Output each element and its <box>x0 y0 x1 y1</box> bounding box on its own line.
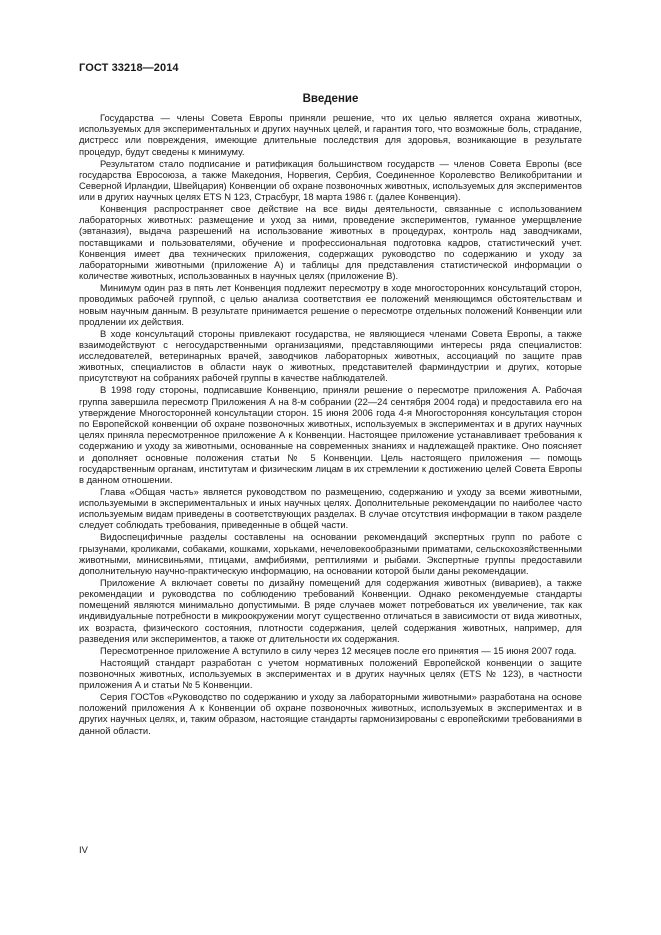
paragraph-2: Результатом стало подписание и ратификация большинством государств — членов Совета Европы (все государства Евросоюза, а также Македония, Норвегия, Сербия, Соединенное Королевство Великобритании и Северной Ирландии, Швейцария) Конвенции об охране позвоночных животных, используемых для экспериментов или в других научных целях ETS N 123, Страсбург, 18 марта 1986 г. (далее Конвенция). <box>79 157 582 203</box>
paragraph-3: Конвенция распространяет свое действие на все виды деятельности, связанные с использованием лабораторных животных: размещение и уход за ними, проведение экспериментов, гуманное умерщвление (эвтаназия), выдача разрешений на использование животных в процедурах, контроль над заводчиками, поставщиками и пользователями, обучение и профессиональная подготовка кадров, статистический учет. Конвенция имеет два технических приложения, содержащих руководство по содержанию и уходу за лабораторными животными (приложение А) и таблицы для представления статистической информации о количестве животных, использованных в научных целях (приложение В). <box>79 203 582 282</box>
paragraph-1: Государства — члены Совета Европы приняли решение, что их целью является охрана животных, используемых для экспериментальных и других научных целей, и гарантия того, что возможные боль, страдание, дистресс или повреждения, имеющие длительные последствия для здоровья, возникающие в результате процедур, будут сведены к минимуму. <box>79 112 582 157</box>
section-title: Введение <box>302 93 359 105</box>
paragraph-4: Минимум один раз в пять лет Конвенция подлежит пересмотру в ходе многосторонних консультаций сторон, проводимых рабочей группой, с целью анализа соответствия ее положений меняющимся обстоятельствам и новым научным данным. В результате принимается решение о пересмотре отдельных положений Конвенции или продлении их действия. <box>79 282 582 327</box>
introduction-body <box>79 112 582 736</box>
paragraph-7: Глава «Общая часть» является руководством по размещению, содержанию и уходу за всеми животными, используемыми в экспериментальных и иных научных целях. Дополнительные рекомендации по наиболее часто используемым видам приведены в соответствующих разделах. В случае отсутствия информации в таком разделе следует соблюдать требования, приведенные в общей части. <box>79 485 582 531</box>
paragraph-5: В ходе консультаций стороны привлекают государства, не являющиеся членами Совета Европы, а также взаимодействуют с негосударственными организациями, представляющими интересы ряда специалистов: исследователей, ветеринарных врачей, заводчиков лабораторных животных, ассоциаций по защите прав животных, специалистов в области наук о животных, представителей фарминдустрии и других, которые присутствуют на собраниях рабочей группы в качестве наблюдателей. <box>79 327 582 384</box>
paragraph-11: Настоящий стандарт разработан с учетом нормативных положений Европейской конвенции о защите позвоночных животных, используемых в экспериментах и в других научных целях (ETS № 123), в частности приложения А и статьи № 5 Конвенции. <box>79 656 582 691</box>
paragraph-6: В 1998 году стороны, подписавшие Конвенцию, приняли решение о пересмотре приложения А. Рабочая группа завершила пересмотр Приложения А на 8-м собрании (22—24 сентября 2004 года) и предоставила его на утверждение Многосторонней консультации сторон. 15 июня 2006 года 4-я Многосторонняя консультация сторон по Европейской конвенции об охране позвоночных животных, используемых в экспериментах и в других научных целях приняла пересмотренное приложение А к Конвенции. Настоящее приложение устанавливает требования к содержанию и уходу за животными, основанные на современных знаниях и надлежащей практике. Оно поясняет и дополняет основные положения статьи № 5 Конвенции. Цель настоящего приложения — помощь государственным органам, институтам и физическим лицам в их стремлении к достижению целей Совета Европы в данном отношении. <box>79 384 582 485</box>
paragraph-9: Приложение А включает советы по дизайну помещений для содержания животных (вивариев), а также рекомендации и руководства по соблюдению требований Конвенции. Однако рекомендуемые стандарты помещений являются минимально допустимыми. В ряде случаев может потребоваться их увеличение, так как индивидуальные потребности в микроокружении могут существенно отличаться в зависимости от вида животных, их возраста, физического состояния, плотности содержания, целей содержания животных, например, для разведения или экспериментов, а также от длительности их содержания. <box>79 576 582 644</box>
page-number: IV <box>79 844 88 855</box>
document-code-header: ГОСТ 33218—2014 <box>79 62 179 74</box>
paragraph-10: Пересмотренное приложение А вступило в силу через 12 месяцев после его принятия — 15 июня 2007 года. <box>100 644 577 656</box>
paragraph-8: Видоспецифичные разделы составлены на основании рекомендаций экспертных групп по работе с грызунами, кроликами, собаками, кошками, хорьками, нечеловекообразными приматами, сельскохозяйственными животными, минисвиньями, птицами, амфибиями, рептилиями и рыбами. Экспертные группы предоставили дополнительную научно-практическую информацию, на основании которой были даны рекомендации. <box>79 531 582 576</box>
paragraph-12: Серия ГОСТов «Руководство по содержанию и уходу за лабораторными животными» разработана на основе положений приложения А к Конвенции об охране позвоночных животных, используемых в экспериментах и в других научных целях, и, таким образом, настоящие стандарты гармонизированы с европейскими требованиями в данной области. <box>79 690 582 736</box>
